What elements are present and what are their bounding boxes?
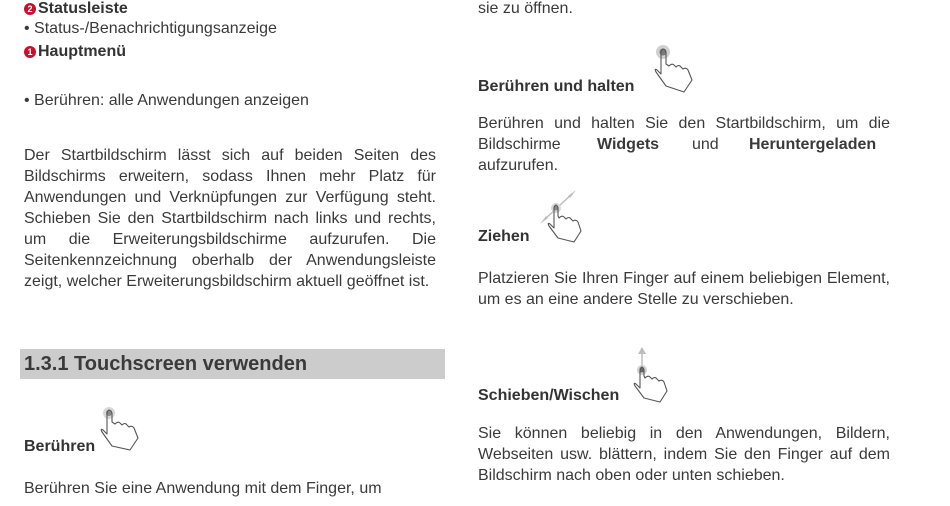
number-1-badge: 1 <box>24 46 36 58</box>
number-2-badge: 2 <box>24 3 36 15</box>
homescreen-paragraph: Der Startbildschirm lässt sich auf beiden Seiten des Bildschirms erweitern, sodass Ihnen mehr Platz für Anwendungen und Verknüpfungen zur Verfügung steht. Schieben Sie den Startbildschirm nach links und rechts, um die Erweiterungsbildschirme aufzurufen. Die Seitenkennzeichnung oberhalb der Anwendungsleiste zeigt, welcher Erweiterungsbildschirm aktuell geöffnet ist. <box>24 147 436 290</box>
hand-hold-icon <box>650 42 696 96</box>
hand-swipe-icon <box>628 346 672 406</box>
drag-title: Ziehen <box>478 228 530 245</box>
section-title: 1.3.1 Touchscreen verwenden <box>24 353 308 375</box>
touch-title: Berühren <box>24 438 96 455</box>
touch-text: Berühren Sie eine Anwendung mit dem Finger, um <box>24 480 382 497</box>
statusbar-title: Statusleiste <box>38 0 128 17</box>
mainmenu-title: Hauptmenü <box>38 43 126 60</box>
mainmenu-item: • Berühren: alle Anwendungen anzeigen <box>24 92 309 109</box>
drag-text: Platzieren Sie Ihren Finger auf einem beliebigen Element, um es an eine andere Stelle zu verschieben. <box>478 270 890 308</box>
continued-text: sie zu öffnen. <box>478 0 573 17</box>
swipe-text: Sie können beliebig in den Anwendungen, Bildern, Webseiten usw. blättern, indem Sie den Finger auf dem Bildschirm nach oben oder unten schieben. <box>478 425 890 484</box>
hold-bold-downloaded: Heruntergeladen <box>749 136 877 153</box>
hold-bold-widgets: Widgets <box>597 136 660 153</box>
section-heading-bar <box>20 349 445 379</box>
swipe-title: Schieben/Wischen <box>478 387 620 404</box>
statusbar-heading <box>24 0 128 18</box>
mainmenu-heading <box>24 43 126 61</box>
hand-tap-icon <box>96 404 142 452</box>
hand-drag-icon <box>536 190 586 246</box>
hold-and: und <box>692 136 719 153</box>
hold-text-line1: Berühren und halten Sie den Startbildschirm, um die Bildschirme <box>478 115 890 153</box>
hold-title: Berühren und halten <box>478 78 635 95</box>
statusbar-item: • Status-/Benachrichtigungsanzeige <box>24 20 277 37</box>
hold-text-post: aufzurufen. <box>478 157 559 174</box>
